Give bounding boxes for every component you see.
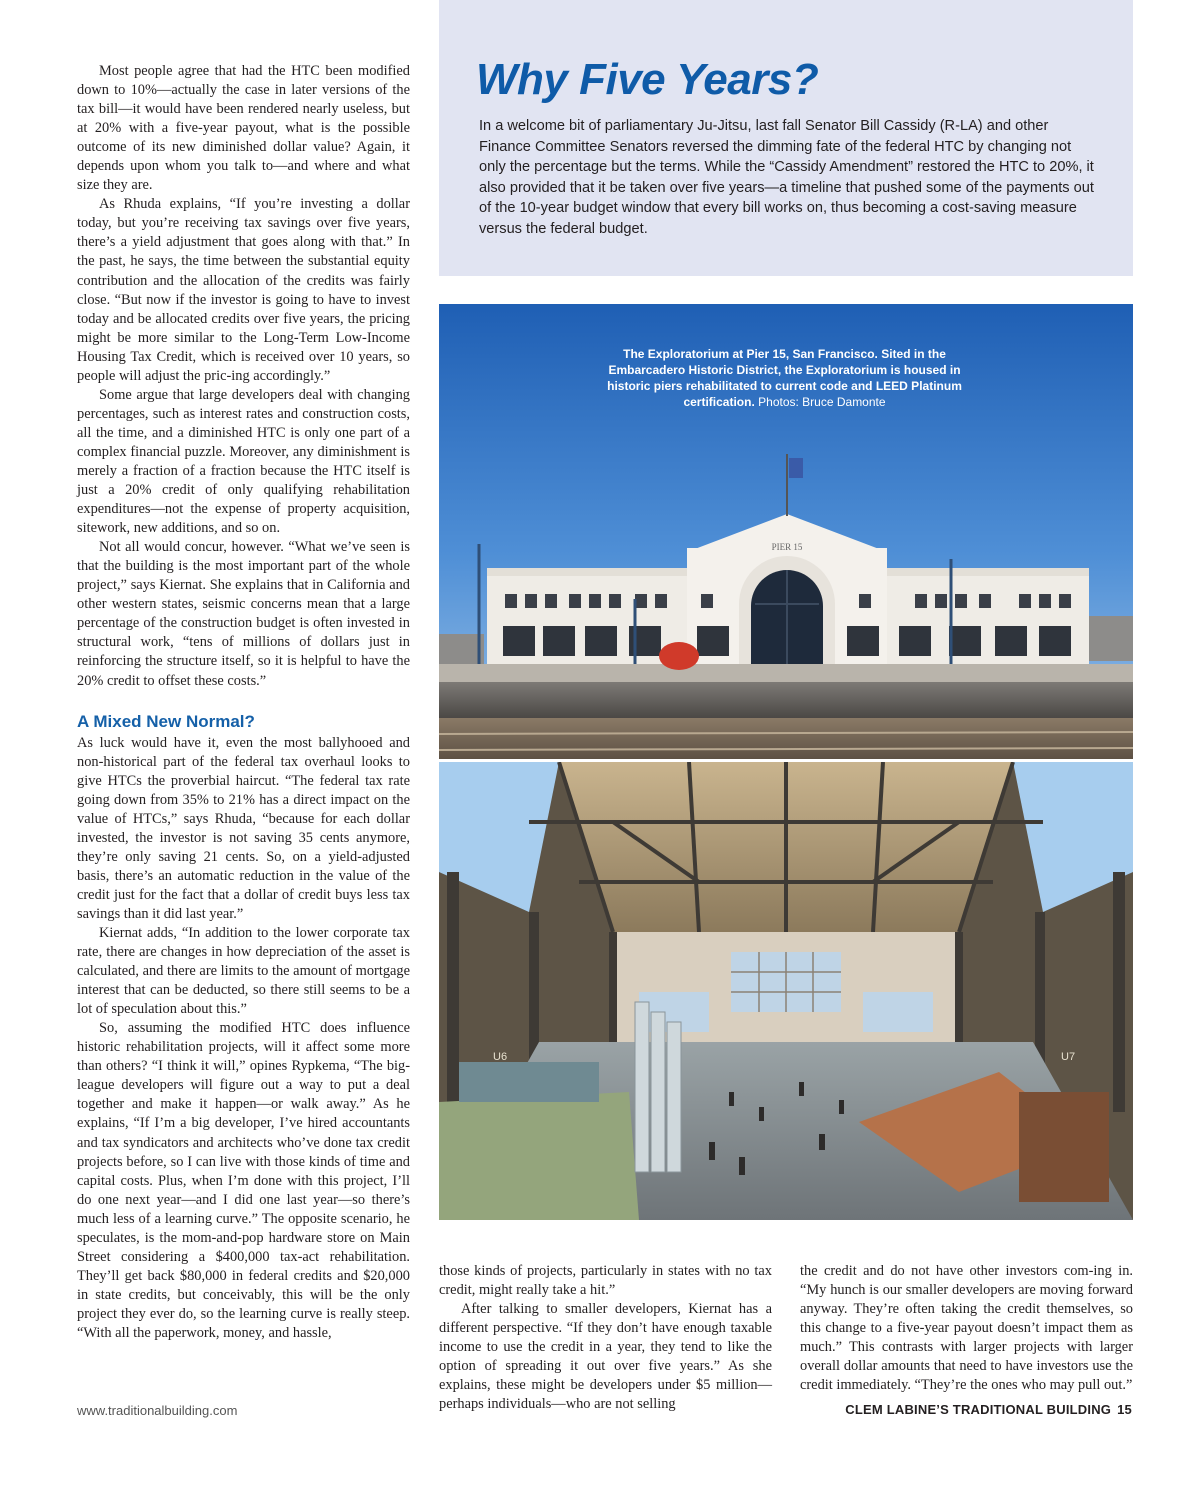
- body-paragraph: As luck would have it, even the most ballyhooed and non-historical part of the federal tax overhaul looks to give HTCs the proverbial haircut. “The federal tax rate going down from 35% to 21% has a direct impact on the value of HTCs,” says Rhuda, “because for each dollar invested, the investor is not saving 35 cents anymore, they’re only saving 21 cents. So, on a yield-adjusted basis, there’s an automatic reduction in the value of the credit just for the fact that a dollar of credit buys less tax savings than it did last year.”: [77, 734, 410, 922]
- sidebar-box: [439, 0, 1133, 276]
- body-paragraph: those kinds of projects, particularly in states with no tax credit, might really take a hit.”: [439, 1263, 772, 1299]
- publication-name: CLEM LABINE’S TRADITIONAL BUILDING: [845, 1402, 1112, 1417]
- body-paragraph: the credit and do not have other investors com-ing in. “My hunch is our smaller developers are moving forward anyway. They’re often taking the credit themselves, so this change to a five-year payout doesn’t impact them as much.” This contrasts with larger projects with larger overall dollar amounts that need to have investors use the credit immediately. “They’re the ones who may pull out.”: [800, 1263, 1133, 1394]
- exploratorium-interior-photo: [439, 762, 1133, 1220]
- page-number: 15: [1117, 1402, 1132, 1417]
- left-column: [77, 62, 410, 1343]
- sidebar-title: Why Five Years?: [476, 55, 819, 104]
- footer-publication: [845, 1402, 1132, 1417]
- body-paragraph: Some argue that large developers deal with changing percentages, such as interest rates and construction costs, all the time, and a diminished HTC is only one part of a complex financial puzzle. Moreover, any diminishment is merely a fraction of a fraction because the HTC itself is just a 20% credit of only qualifying rehabilitation expenditures—not the expense of property acquisition, sitework, new additions, and so on.: [77, 386, 410, 537]
- body-paragraph: Kiernat adds, “In addition to the lower corporate tax rate, there are changes in how depreciation of the asset is calculated, and there are limits to the amount of mortgage interest that can be deducted, so there still seems to be a lot of speculation about this.”: [77, 925, 410, 1018]
- photo-caption-text: The Exploratorium at Pier 15, San Francisco. Sited in the Embarcadero Historic District, the Exploratorium is housed in historic piers rehabilitated to current code and LEED Platinum certification.: [607, 347, 962, 409]
- body-paragraph: Most people agree that had the HTC been modified down to 10%—actually the case in later versions of the tax bill—it would have been rendered nearly useless, but at 20% with a five-year payout, what is the possible outcome of its new diminished dollar value? Again, it depends upon whom you talk to—and where and what size they are.: [77, 63, 410, 194]
- right-column: [800, 1262, 1133, 1395]
- body-paragraph: So, assuming the modified HTC does influence historic rehabilitation projects, will it affect some more than others? “I think it will,” opines Rypkema, “The big-league developers will figure out a way to put a deal together and make it happen—or walk away.” As he explains, “If I’m a big developer, I’ve hired accountants and tax syndicators and architects who’ve done tax credit projects before, so I can live with those kinds of time and capital costs. Plus, when I’m done with this project, I’ll do one next year—and I did one last year—so there’s much less of a learning curve.” The opposite scenario, he speculates, is the mom-and-pop hardware store on Main Street considering a $400,000 tax-act rehabilitation. They’ll get back $80,000 in federal credits and $20,000 in state credits, but conceivably, this will be the only project they ever do, so the learning curve is really steep. “With all the paperwork, money, and hassle,: [77, 1020, 410, 1341]
- photo-caption: [597, 346, 972, 410]
- bay-sign-right: U7: [1061, 1051, 1076, 1063]
- pier-sign: PIER 15: [771, 542, 803, 552]
- section-heading: A Mixed New Normal?: [77, 711, 255, 731]
- sidebar-body: In a welcome bit of parliamentary Ju-Jitsu, last fall Senator Bill Cassidy (R-LA) and other Finance Committee Senators reversed the dimming fate of the federal HTC by changing not only the percentage but the terms. While the “Cassidy Amendment” restored the HTC to 20%, it also provided that it be taken over five years—a timeline that pushed some of the payments out of the 10-year budget window that every bill works on, thus becoming a cost-saving measure versus the federal budget.: [479, 118, 1094, 237]
- bay-sign-left: U6: [493, 1051, 508, 1063]
- body-paragraph: After talking to smaller developers, Kiernat has a different perspective. “If they don’t have enough taxable income to use the credit in a year, they tend to like the option of spreading it out over five years.” As she explains, these might be developers under $5 million—perhaps individuals—who are not selling: [439, 1301, 772, 1413]
- middle-column: [439, 1262, 772, 1414]
- body-paragraph: As Rhuda explains, “If you’re investing a dollar today, but you’re receiving tax savings over five years, there’s a yield adjustment that goes along with that.” In the past, he says, the time between the substantial equity contribution and the allocation of the credits was fairly close. “But now if the investor is going to have to invest today and be allocated credits over five years, the pricing might be more similar to the Long-Term Low-Income Housing Tax Credit, which is received over 10 years, so people will adjust the pric-ing accordingly.”: [77, 196, 410, 384]
- footer-url[interactable]: www.traditionalbuilding.com: [77, 1403, 238, 1418]
- body-paragraph: Not all would concur, however. “What we’ve seen is that the building is the most important part of the whole project,” says Kiernat. She explains that in California and other western states, seismic concerns mean that a large percentage of the construction budget is often invested in structural work, “tens of millions of dollars just in reinforcing the structure itself, so it is helpful to have the 20% credit to offset these costs.”: [77, 539, 410, 689]
- photo-credit: Photos: Bruce Damonte: [758, 395, 886, 409]
